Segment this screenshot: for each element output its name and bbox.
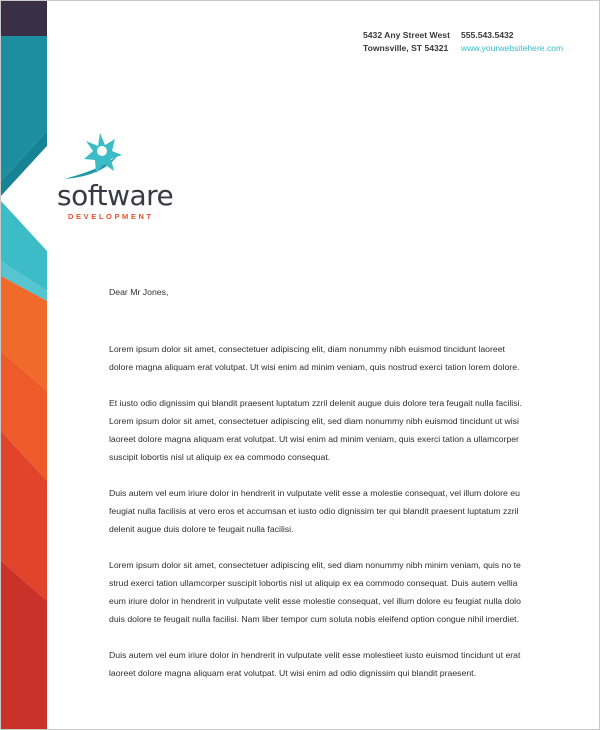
letter-body (109, 283, 529, 700)
letter-paragraph: Lorem ipsum dolor sit amet, consectetuer adipiscing elit, diam nonummy nibh euismod tincidunt laoreet dolore magna aliquam erat volutpat. Ut wisi enim ad minim veniam, quis nostrud exerci tation lorem dolore. (109, 344, 520, 372)
letter-paragraph: Lorem ipsum dolor sit amet, consectetuer adipiscing elit, sed diam nonummy nibh minim veniam, quis no te strud exerci tation ullamcorper suscipit lobortis nisl ut aliquip ex ea commodo consequat. Duis autem vellia eum iriure dolor in hendrerit in vulputate velit esse molestie consequat, vel illum dolore eu feugiat nulla dolo duis dolore te feugait nulla facilisi. Nam liber tempor cum soluta nobis eleifend option congue nihil imerdiet. (109, 560, 521, 624)
contact-block (461, 29, 563, 55)
letter-greeting: Dear Mr Jones, (109, 287, 169, 297)
phone-number: 555.543.5432 (461, 30, 514, 40)
address-block (363, 29, 450, 55)
letter-paragraph: Et iusto odio dignissim qui blandit praesent luptatum zzril delenit augue duis dolore tera feugait nulla facilisi. Lorem ipsum dolor sit amet, consectetuer adipiscing elit, sed diam nonummy nibh euismod tincidunt ut wisi laoreet dolore magna aliquam erat volutpat. Ut wisi enim ad minim veniam, quis exerci tation a ullamcorper suscipit lobortis nisl ut aliquip ex ea commodo consequat. (109, 398, 522, 462)
website-link[interactable]: www.yourwebsitehere.com (461, 43, 564, 53)
address-line-1: 5432 Any Street West (363, 30, 450, 40)
logo-wordmark: software (57, 179, 174, 212)
logo-subtitle: DEVELOPMENT (68, 212, 154, 221)
decorative-side-stripe (1, 1, 47, 730)
letter-paragraph: Duis autem vel eum iriure dolor in hendrerit in vulputate velit esse molestieet iusto euismod tincidunt ut erat laoreet dolore magna aliquam erat volutpat. Ut wisi enim ad odio dignissim qui blandit praesent. (109, 650, 521, 678)
letter-paragraph: Duis autem vel eum iriure dolor in hendrerit in vulputate velit esse a molestie consequat, vel illum dolore eu feugiat nulla facilisis at vero eros et accumsan et iusto odio dignissim ter qui blandit praesent luptatum zzril delenit augue duis dolore te feugait nulla facilisi. (109, 488, 520, 534)
address-line-2: Townsville, ST 54321 (363, 43, 449, 53)
